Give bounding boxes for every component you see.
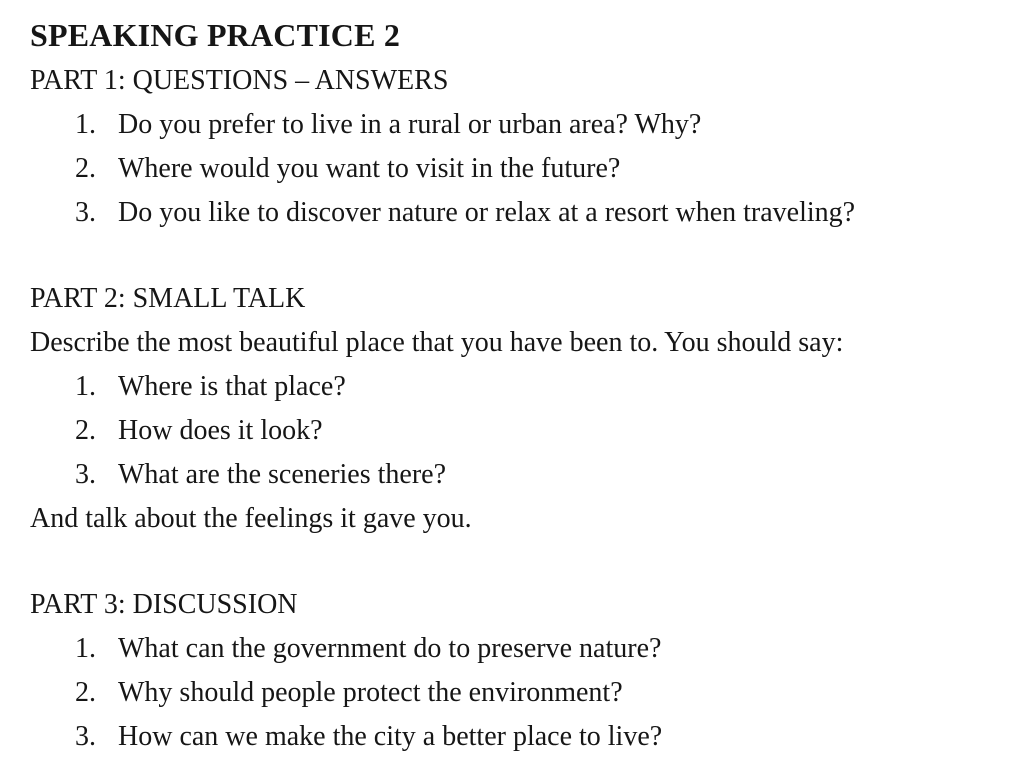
list-text: Where is that place?	[118, 371, 346, 402]
list-text: What are the sceneries there?	[118, 459, 447, 490]
section-heading-part1: PART 1: QUESTIONS – ANSWERS	[30, 65, 449, 96]
list-number: 1.	[75, 109, 96, 140]
list-number: 3.	[75, 459, 96, 490]
section-heading-part2: PART 2: SMALL TALK	[30, 283, 306, 314]
list-item	[30, 715, 994, 759]
list-number: 3.	[75, 197, 96, 228]
list-item	[30, 147, 994, 191]
list-text: How does it look?	[118, 415, 323, 446]
list-text: Why should people protect the environment?	[118, 677, 623, 708]
list-item	[30, 627, 994, 671]
list-item	[30, 409, 994, 453]
list-text: Do you prefer to live in a rural or urban area? Why?	[118, 109, 702, 140]
list-item	[30, 365, 994, 409]
list-item	[30, 453, 994, 497]
list-text: Where would you want to visit in the future?	[118, 153, 621, 184]
list-number: 2.	[75, 677, 96, 708]
list-number: 1.	[75, 371, 96, 402]
list-item	[30, 671, 994, 715]
list-number: 2.	[75, 415, 96, 446]
page-title: SPEAKING PRACTICE 2	[30, 17, 401, 53]
list-number: 2.	[75, 153, 96, 184]
list-item	[30, 191, 994, 235]
list-text: Do you like to discover nature or relax at a resort when traveling?	[118, 197, 856, 228]
list-number: 1.	[75, 633, 96, 664]
section-spacer	[30, 541, 994, 583]
section-intro: Describe the most beautiful place that you have been to. You should say:	[30, 327, 844, 358]
list-number: 3.	[75, 721, 96, 752]
list-text: What can the government do to preserve nature?	[118, 633, 662, 664]
section-spacer	[30, 235, 994, 277]
list-item	[30, 103, 994, 147]
list-text: How can we make the city a better place to live?	[118, 721, 663, 752]
section-outro: And talk about the feelings it gave you.	[30, 503, 472, 534]
section-heading-part3: PART 3: DISCUSSION	[30, 589, 298, 620]
